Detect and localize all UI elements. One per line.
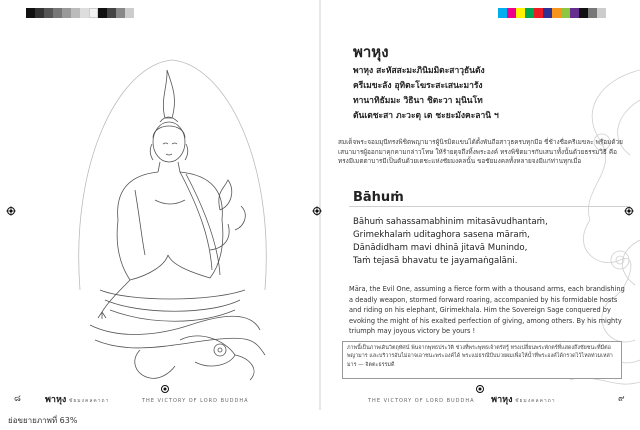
thai-verse-block <box>353 64 583 124</box>
thai-verse-line: ทานาทิธัมมะ วิธินา ชิตะวา มุนินโท <box>353 96 483 106</box>
title-divider <box>349 206 629 207</box>
pali-verse-block <box>353 216 613 268</box>
pali-verse-line: Grimekhalaṁ uditaghora sasena māraṁ, <box>353 230 530 240</box>
left-footer <box>45 392 315 404</box>
right-footer-thai-sub: ชัยมงคลคาถา <box>515 398 556 404</box>
english-paragraph: Māra, the Evil One, assuming a fierce form with a thousand arms, each brandishing a deadly weapon, stormed forward roaring, accompanied by his formidable hosts and riding on his elephant, Girimekhala. Him the Sovereign Sage conquered by evoking the might of his exalted perfection of giving, among others. By his mighty triumph may joyous victory be yours ! <box>349 285 625 336</box>
left-page-number: ๘ <box>14 394 21 404</box>
grayscale-calibration-bar <box>26 8 134 18</box>
pali-verse-line: Bāhuṁ sahassamabhinim mitasāvudhantaṁ, <box>353 217 548 227</box>
thai-verse-line: พาหุง สะหัสสะมะภินิมมิตะสาวุธันตัง <box>353 66 485 76</box>
left-footer-thai-sub: ชัยมงคลคาถา <box>68 398 110 404</box>
zoom-status: ย่อขยายภาพที่ 63% <box>8 416 78 425</box>
pali-verse-line: Dānādidham mavi dhinā jitavā Munindo, <box>353 243 528 253</box>
book-gutter <box>319 0 321 410</box>
left-footer-english: THE VICTORY OF LORD BUDDHA <box>141 398 249 404</box>
registration-mark-icon <box>6 206 16 216</box>
english-section-title: Bāhuṁ <box>353 190 404 205</box>
registration-mark-icon <box>312 206 322 216</box>
buddha-illustration <box>60 40 285 390</box>
left-footer-thai: พาหุง <box>45 395 67 405</box>
right-page-number: ๙ <box>618 394 625 404</box>
thai-verse-line: ตันเตชะสา ภะวะตุ เต ชะยะมังคะลานิ ฯ <box>353 111 499 121</box>
right-footer <box>368 392 618 404</box>
right-footer-thai: พาหุง <box>491 395 513 405</box>
pali-verse-line: Taṁ tejasā bhavatu te jayamaṅgalāni. <box>353 256 518 266</box>
color-calibration-bar <box>498 8 606 18</box>
thai-verse-line: ครีเมขะลัง อุทิตะโฆระสะเสนะมารัง <box>353 81 483 91</box>
illustration-note-text: ภาพนี้เป็นภาพเดินวิตถุทัศน์ พ้นจากพุทธประวัติ ช่วงที่พระพุทธเจ้าตรัสรู้ ทรงเปลี่ยนพระพักตร์ที่แสดงถึงชัยชนะที่มีต่อพญามาร และบริวารอันไม่อาจเอาชนะพระองค์ได้ พระแม่ธรณีบีบมวยผมเพื่อให้น้ำที่พระองค์ได้กรวดไว้ไหลท่วมเหล่ามาร — จิตตะธรรมดี <box>347 345 613 368</box>
thai-paragraph: สมเด็จพระจอมมุนีทรงพิชิตพญามารผู้นิรมิตแขนได้ตั้งพันถือสาวุธครบทุกมือ ขี่ช้างชื่อครีเมขละ พร้อมด้วยเสนามารผู้ออกมาคุกคามกล่าวโทษ ให้ร้ายดุจถึงทิ้งพระองค์ ทรงพิชิตมารกับเสนาทั้งนั้นด้วยธรรมวิธี คือ ทรงมีเมตตาบารมีเป็นต้นด้วยเดชะแห่งชัยมงคลนั้น ขอชัยมงคลทั้งหลายจงมีแก่ท่านทุกเมื่อ <box>338 138 623 166</box>
thai-chapter-title: พาหุง <box>353 43 389 61</box>
right-footer-english: THE VICTORY OF LORD BUDDHA <box>368 398 475 404</box>
